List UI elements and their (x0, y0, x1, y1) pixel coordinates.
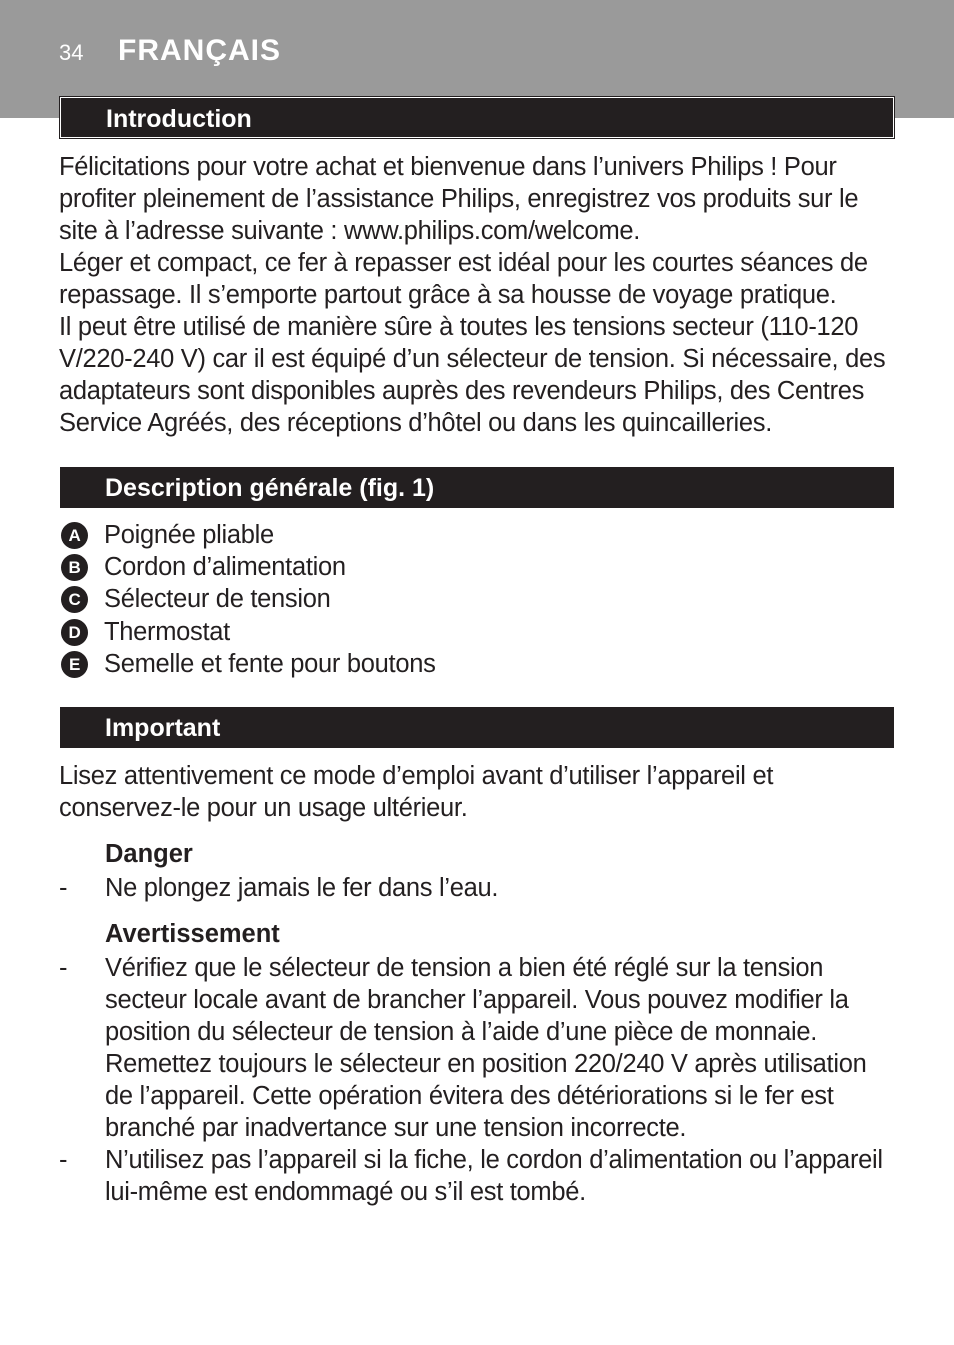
letter-badge: E (61, 651, 88, 678)
language-title: FRANÇAIS (118, 34, 281, 67)
bullet-text: Ne plongez jamais le fer dans l’eau. (105, 874, 499, 902)
letter-badge: B (61, 554, 88, 581)
part-label: Poignée pliable (104, 520, 274, 549)
list-item (59, 872, 899, 904)
danger-heading: Danger (105, 840, 193, 868)
letter-badge: D (61, 619, 88, 646)
warning-list (59, 952, 899, 1208)
list-item (59, 952, 899, 1144)
part-label: Cordon d’alimentation (104, 552, 346, 581)
list-item (59, 1144, 899, 1208)
warning-heading: Avertissement (105, 920, 280, 948)
intro-paragraph: Il peut être utilisé de manière sûre à toutes les tensions secteur (110-120 V/220-240 V) car il est équipé d’un sélecteur de tension. Si nécessaire, des adaptateurs sont disponibles auprès des revendeurs Philips, des Centres Service Agréés, des réceptions d’hôtel ou dans les quincailleries. (59, 313, 886, 437)
part-label: Thermostat (104, 617, 230, 646)
section-heading-important: Important (60, 707, 894, 748)
bullet-text: Vérifiez que le sélecteur de tension a bien été réglé sur la tension secteur locale avant de brancher l’appareil. Vous pouvez modifier la position du sélecteur de tension à l’aide d’une pièce de monnaie. Remettez toujours le sélecteur en position 220/240 V après utilisation de l’appareil. Cette opération évitera des détériorations si le fer est branché par inadvertance sur une tension incorrecte. (105, 954, 867, 1142)
letter-badge: C (61, 586, 88, 613)
list-item (61, 519, 436, 551)
page-number: 34 (59, 40, 84, 65)
section-heading-description: Description générale (fig. 1) (60, 467, 894, 508)
bullet-dash: - (59, 874, 68, 902)
bullet-dash: - (59, 954, 68, 982)
intro-paragraph: Léger et compact, ce fer à repasser est idéal pour les courtes séances de repassage. Il s’emporte partout grâce à sa housse de voyage pratique. (59, 249, 868, 309)
part-label: Semelle et fente pour boutons (104, 649, 436, 678)
important-intro (59, 760, 899, 824)
list-item (61, 648, 436, 680)
bullet-text: N’utilisez pas l’appareil si la fiche, le cordon d’alimentation ou l’appareil lui-même est endommagé ou s’il est tombé. (105, 1146, 883, 1206)
section-heading-introduction: Introduction (60, 97, 894, 138)
important-paragraph: Lisez attentivement ce mode d’emploi avant d’utiliser l’appareil et conservez-le pour un usage ultérieur. (59, 762, 774, 822)
bullet-dash: - (59, 1146, 68, 1174)
intro-paragraph: Félicitations pour votre achat et bienvenue dans l’univers Philips ! Pour profiter pleinement de l’assistance Philips, enregistrez vos produits sur le site à l’adresse suivante : www.philips.com/welcome. (59, 153, 859, 245)
list-item (61, 551, 436, 583)
letter-badge: A (61, 522, 88, 549)
danger-list (59, 872, 899, 904)
list-item (61, 616, 436, 648)
list-item (61, 584, 436, 616)
parts-list (61, 519, 436, 680)
part-label: Sélecteur de tension (104, 585, 331, 614)
introduction-text (59, 151, 899, 439)
